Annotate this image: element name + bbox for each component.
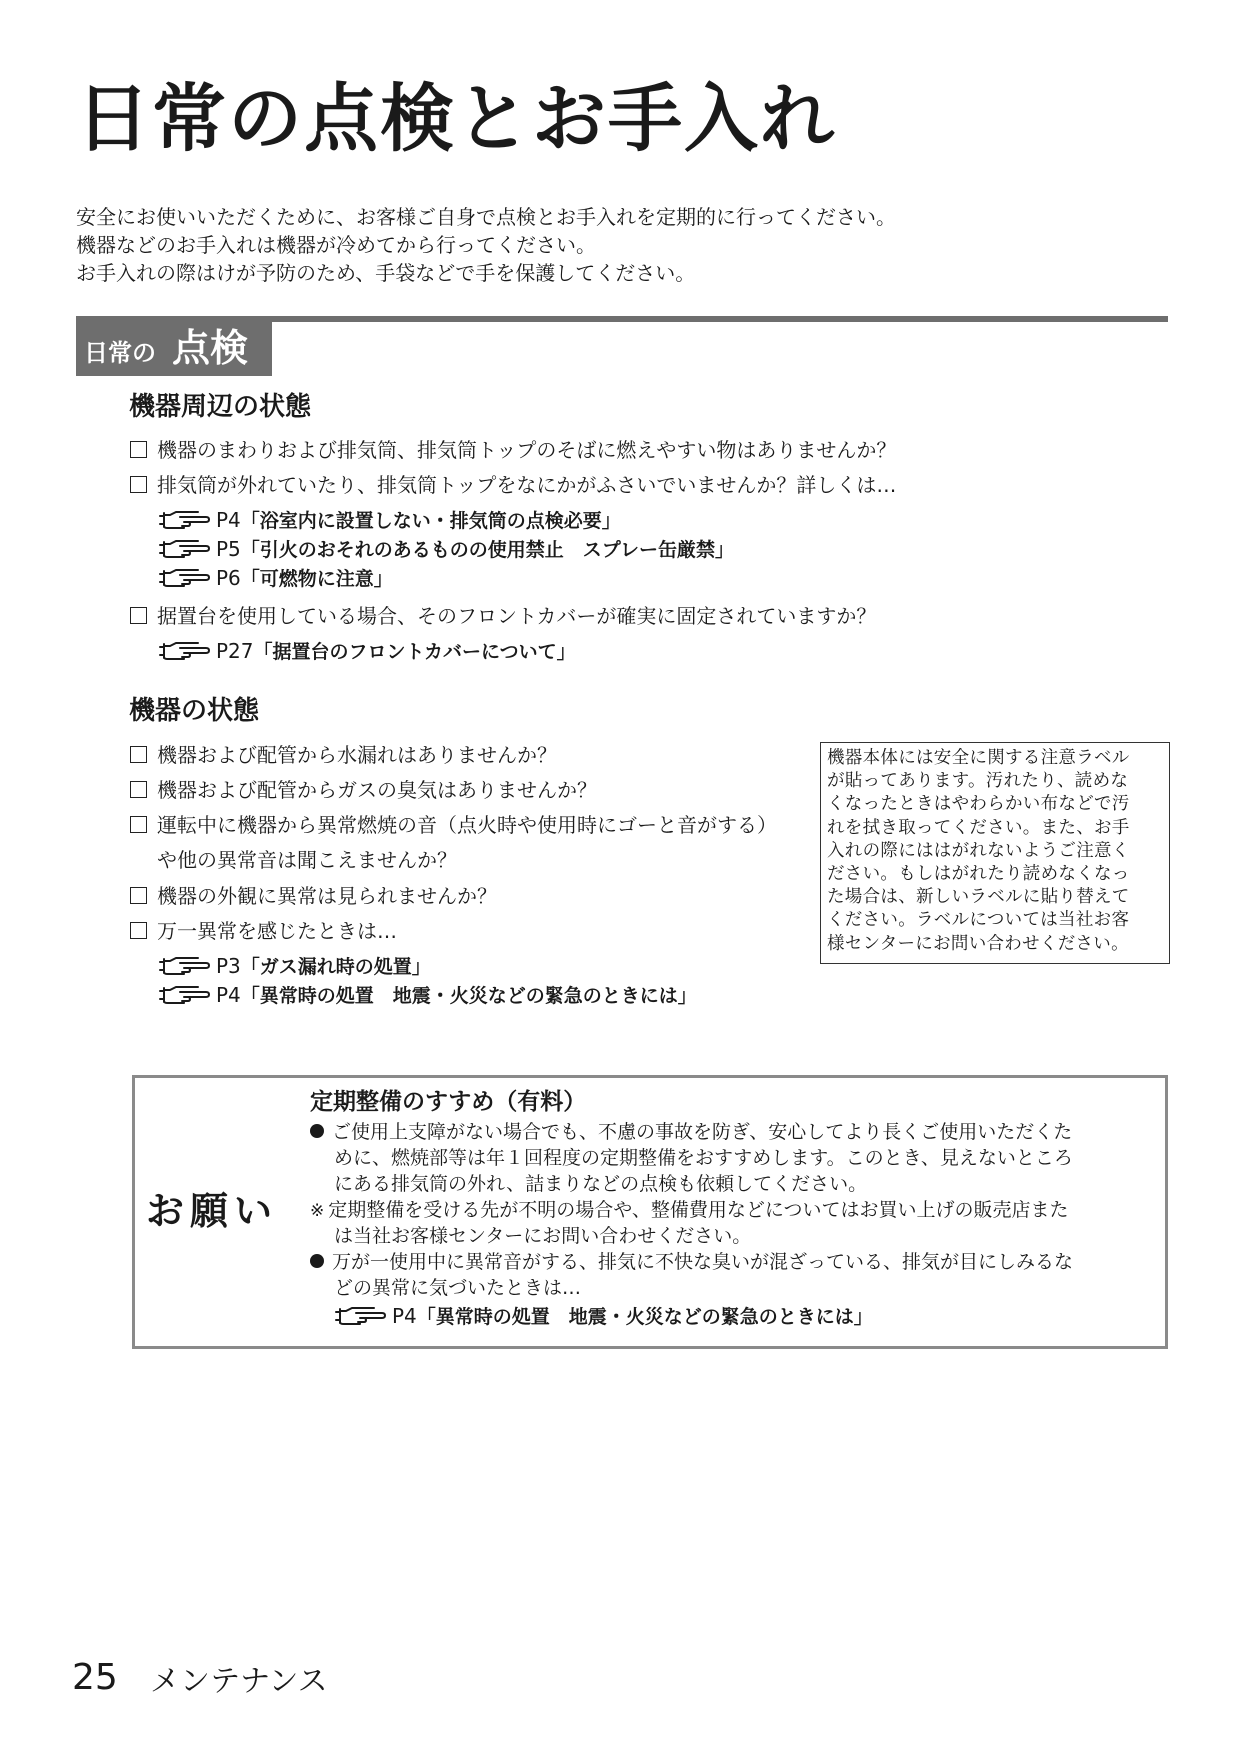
checkbox-icon [130,746,147,763]
pointing-hand-icon [158,539,210,559]
checkbox-icon [130,781,147,798]
pointing-hand-icon [158,568,210,588]
pointing-hand-icon [158,956,210,976]
check-item: 機器および配管から水漏れはありませんか？ [130,745,557,765]
pointing-hand-icon [334,1306,386,1326]
device-heading: 機器の状態 [129,696,260,726]
pointing-hand-icon [158,510,210,530]
page-title: 日常の点検とお手入れ [76,76,836,162]
request-bullet-cont: にある排気筒の外れ、詰まりなどの点検も依頼してください。 [334,1173,868,1195]
note-line: れを拭き取ってください。また、お手 [827,817,1130,838]
page-reference: P4「浴室内に設置しない・排気筒の点検必要」 [158,510,621,531]
section-badge-small: 日常の [84,339,156,367]
intro-line: 機器などのお手入れは機器が冷めてから行ってください。 [76,233,596,257]
request-note: ※ 定期整備を受ける先が不明の場合や、整備費用などについてはお買い上げの販売店また [310,1199,1069,1221]
page-number: 25 [72,1657,118,1698]
check-item: 機器の外観に異常は見られませんか？ [130,886,497,906]
pointing-hand-icon [158,985,210,1005]
pointing-hand-icon [158,641,210,661]
section-badge-big: 点検 [172,326,249,370]
check-item-continuation: や他の異常音は聞こえませんか？ [157,848,457,872]
checkbox-icon [130,607,147,624]
page-reference: P6「可燃物に注意」 [158,568,393,589]
check-item: 機器のまわりおよび排気筒、排気筒トップのそばに燃えやすい物はありませんか？ [130,440,896,460]
note-mark: ※ [310,1201,325,1221]
page-reference: P5「引火のおそれのあるものの使用禁止 スプレー缶厳禁」 [158,539,734,560]
check-item: 排気筒が外れていたり、排気筒トップをなにかがふさいでいませんか？詳しくは… [130,475,896,495]
checkbox-icon [130,887,147,904]
note-line: た場合は、新しいラベルに貼り替えて [827,887,1130,908]
note-line: ください。ラベルについては当社お客 [827,910,1130,931]
check-item: 据置台を使用している場合、そのフロントカバーが確実に固定されていますか？ [130,606,876,626]
footer-section-label: メンテナンス [150,1664,328,1699]
label-note-box [820,742,1170,964]
request-label: お願い [146,1189,279,1233]
request-note-cont: は当社お客様センターにお問い合わせください。 [334,1225,752,1247]
request-bullet: 万が一使用中に異常音がする、排気に不快な臭いが混ざっている、排気が目にしみるな [310,1253,1073,1272]
note-line: 機器本体には安全に関する注意ラベル [827,748,1130,768]
page-reference: P4「異常時の処置 地震・火災などの緊急のときには」 [334,1306,873,1327]
bullet-icon [310,1124,324,1138]
request-bullet: ご使用上支障がない場合でも、不慮の事故を防ぎ、安心してより長くご使用いただくた [310,1123,1072,1142]
note-line: が貼ってあります。汚れたり、読めな [827,771,1129,792]
check-item: 運転中に機器から異常燃焼の音（点火時や使用時にゴーと音がする） [130,815,777,835]
checkbox-icon [130,816,147,833]
check-item: 機器および配管からガスの臭気はありませんか？ [130,780,597,800]
request-bullet-cont: どの異常に気づいたときは… [334,1277,582,1299]
check-item: 万一異常を感じたときは… [130,921,397,941]
page-reference: P27「据置台のフロントカバーについて」 [158,641,576,662]
note-line: ださい。もしはがれたり読めなくなっ [827,864,1130,885]
request-bullet-cont: めに、燃焼部等は年１回程度の定期整備をおすすめします。このとき、見えないところ [334,1147,1073,1169]
page-reference: P3「ガス漏れ時の処置」 [158,956,431,977]
intro-line: 安全にお使いいただくために、お客様ご自身で点検とお手入れを定期的に行ってください。 [76,205,896,229]
checkbox-icon [130,922,147,939]
surroundings-heading: 機器周辺の状態 [129,392,312,422]
bullet-icon [310,1254,324,1268]
page-reference: P4「異常時の処置 地震・火災などの緊急のときには」 [158,985,697,1006]
request-title: 定期整備のすすめ（有料） [310,1089,587,1115]
checkbox-icon [130,476,147,493]
checkbox-icon [130,441,147,458]
note-line: 様センターにお問い合わせください。 [827,933,1129,954]
note-line: くなったときはやわらかい布などで汚 [827,794,1130,815]
intro-line: お手入れの際はけが予防のため、手袋などで手を保護してください。 [76,261,696,285]
section-badge [76,316,272,376]
note-line: 入れの際にははがれないようご注意く [827,840,1130,861]
intro-text [76,203,896,287]
